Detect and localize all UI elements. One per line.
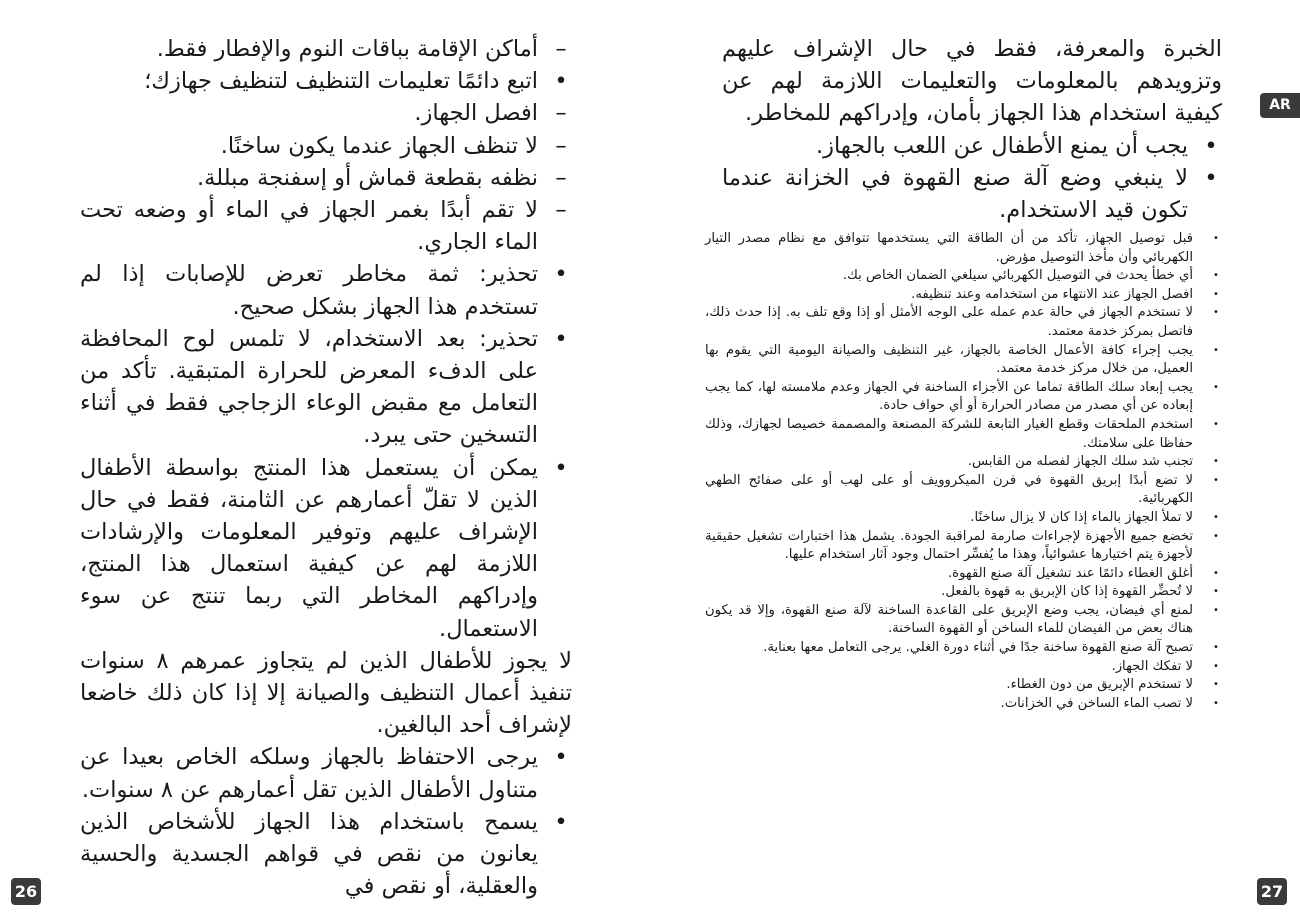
dash-icon: – [555, 164, 567, 191]
dash-icon: – [555, 132, 567, 159]
bullet-icon: • [1213, 604, 1219, 616]
bullet-icon: • [1213, 511, 1219, 523]
list-item-text: لا تملأ الجهاز بالماء إذا كان لا يزال ساخنًا. [970, 509, 1193, 525]
bullet-icon: • [554, 808, 568, 835]
list-item [705, 658, 1227, 677]
list-item-text: لا تقم أبدًا بغمر الجهاز في الماء أو وضعه تحت الماء الجاري. [80, 197, 538, 256]
bullet-icon: • [554, 261, 568, 288]
language-tab: AR [1260, 93, 1300, 118]
list-item [705, 583, 1227, 602]
list-item-text: قبل توصيل الجهاز، تأكد من أن الطاقة التي يستخدمها تتوافق مع نظام مصدر التيار الكهربائي وأن مأخذ التوصيل مؤرض. [705, 231, 1193, 265]
list-item-text: لا تنظف الجهاز عندما يكون ساخنًا. [220, 132, 538, 159]
list-item-text: يجب إجراء كافة الأعمال الخاصة بالجهاز، غير التنظيف والصيانة اليومية التي يقوم بها العميل، من خلال مركز خدمة معتمد. [705, 342, 1193, 377]
bullet-icon: • [1213, 586, 1219, 598]
bullet-icon: • [1204, 132, 1218, 159]
bullet-icon: • [554, 325, 568, 352]
bullet-icon: • [1213, 233, 1219, 244]
list-item-text: لا ينبغي وضع آلة صنع القهوة في الخزانة عندما تكون قيد الاستخدام. [722, 164, 1188, 224]
list-item-text: أي خطأ يحدث في التوصيل الكهربائي سيلغي الضمان الخاص بك. [842, 268, 1193, 284]
bullet-icon: • [554, 454, 568, 481]
list-item [705, 453, 1227, 472]
bullet-icon: • [1213, 660, 1219, 672]
bullet-icon: • [1213, 530, 1219, 542]
list-item [80, 258, 572, 322]
list-item [705, 230, 1227, 267]
list-item-text: تجنب شد سلك الجهاز لفصله من القابس. [967, 454, 1193, 470]
bullet-icon: • [1213, 307, 1219, 319]
list-item-text: لا تصب الماء الساخن في الخزانات. [1000, 695, 1193, 711]
list-item-text: استخدم الملحقات وقطع الغيار التابعة للشركة المصنعة والمصممة خصيصا لجهازك، وذلك حفاظا على سلامتك. [705, 416, 1193, 451]
bullet-icon: • [1213, 474, 1219, 486]
dash-icon: – [555, 197, 567, 224]
list-item-text: أغلق الغطاء دائمًا عند تشغيل آلة صنع القهوة. [947, 565, 1193, 581]
list-item-text: لا تستخدم الجهاز في حالة عدم عمله على الوجه الأمثل أو إذا وقع تلف به. إذا حدث ذلك، فاتصل بمركز خدمة معتمد. [705, 305, 1193, 339]
list-item-text: لا تُحضِّر القهوة إذا كان الإبريق به قهوة بالفعل. [941, 584, 1193, 600]
bullet-icon: • [1204, 164, 1218, 191]
page-number-right: 27 [1257, 878, 1287, 905]
list-item [705, 342, 1227, 379]
list-item [80, 323, 572, 452]
list-item [80, 65, 572, 97]
left-list [80, 33, 572, 902]
bullet-icon: • [1213, 567, 1219, 579]
list-item-text: يرجى الاحتفاظ بالجهاز وسلكه الخاص بعيدا عن متناول الأطفال الذين تقل أعمارهم عن ٨ سنوات. [80, 744, 538, 803]
list-item-text: لا تستخدم الإبريق من دون الغطاء. [1006, 677, 1193, 693]
list-item [705, 379, 1227, 416]
list-item [705, 267, 1227, 286]
list-item [705, 602, 1227, 639]
list-item-text: لا تفكك الجهاز. [1111, 658, 1193, 674]
list-item-text: يجب أن يمنع الأطفال عن اللعب بالجهاز. [816, 132, 1188, 159]
list-item [705, 286, 1227, 305]
list-item [80, 162, 572, 194]
list-item [705, 639, 1227, 658]
list-item [80, 645, 572, 742]
list-item [80, 33, 572, 65]
bullet-icon: • [1213, 381, 1219, 393]
list-item [705, 528, 1227, 565]
bullet-icon: • [554, 68, 568, 95]
bullet-icon: • [1213, 456, 1219, 468]
list-item-text: لا يجوز للأطفال الذين لم يتجاوز عمرهم ٨ سنوات تنفيذ أعمال التنظيف والصيانة إلا إذا كان ذلك خاضعا لإشراف أحد البالغين. [80, 647, 572, 739]
list-item-text: لا تضع أبدًا إبريق القهوة في فرن الميكروويف أو على لهب أو على صفائح الطهي الكهربائية. [705, 472, 1193, 507]
list-item [80, 194, 572, 258]
list-item-text: لمنع أي فيضان، يجب وضع الإبريق على القاعدة الساخنة لآلة صنع القهوة، وإلا قد يكون هناك بعض من الفيضان للماء الساخن أو القهوة الساخنة. [705, 602, 1193, 637]
list-item-text: اتبع دائمًا تعليمات التنظيف لتنظيف جهازك؛ [144, 68, 538, 95]
right-column-large-text [722, 33, 1222, 226]
list-item-text: يسمح باستخدام هذا الجهاز للأشخاص الذين يعانون من نقص في قواهم الجسدية والحسية والعقلية، أو نقص في [80, 808, 538, 900]
right-large-list [722, 33, 1222, 226]
list-item [80, 452, 572, 645]
list-item [722, 162, 1222, 226]
list-item [80, 130, 572, 162]
left-column [80, 33, 572, 902]
list-item-text: تصبح آلة صنع القهوة ساخنة جدًا في أثناء دورة الغلي. يرجى التعامل معها بعناية. [763, 640, 1193, 656]
dash-icon: – [555, 100, 567, 127]
bullet-icon: • [1213, 270, 1219, 282]
bullet-icon: • [1213, 679, 1219, 691]
bullet-icon: • [1213, 418, 1219, 430]
list-item-text: يجب إبعاد سلك الطاقة تماما عن الأجزاء الساخنة في الجهاز وعدم ملامسته لها، كما يجب إبعاده عن أي مصدر من مصادر الحرارة أو أي حواف حادة. [705, 379, 1193, 414]
list-item [80, 741, 572, 805]
bullet-icon: • [1213, 288, 1219, 300]
list-item [705, 509, 1227, 528]
list-item [705, 565, 1227, 584]
bullet-icon: • [1213, 344, 1219, 356]
list-item-text: تحذير: ثمة مخاطر تعرض للإصابات إذا لم تستخدم هذا الجهاز بشكل صحيح. [80, 261, 538, 320]
bullet-icon: • [1213, 697, 1219, 709]
list-item [722, 33, 1222, 130]
list-item-text: تحذير: بعد الاستخدام، لا تلمس لوح المحافظة على الدفء المعرض للحرارة المتبقية. تأكد من التعامل مع مقبض الوعاء الزجاجي فقط في أثناء التسخين حتى يبرد. [80, 325, 538, 449]
right-column-small-text [705, 230, 1227, 713]
list-item-text: نظفه بقطعة قماش أو إسفنجة مبللة. [197, 164, 538, 191]
list-item-text: الخبرة والمعرفة، فقط في حال الإشراف عليهم وتزويدهم بالمعلومات والتعليمات اللازمة لهم عن كيفية استخدام هذا الجهاز بأمان، وإدراكهم للمخاطر. [722, 36, 1222, 127]
page-number-left: 26 [11, 878, 41, 905]
list-item [80, 806, 572, 903]
bullet-icon: • [554, 744, 568, 771]
list-item [80, 97, 572, 129]
bullet-icon: • [1213, 642, 1219, 654]
list-item [722, 130, 1222, 162]
list-item [705, 416, 1227, 453]
list-item-text: تخضع جميع الأجهزة لإجراءات صارمة لمراقبة الجودة. يشمل هذا اختبارات تشغيل حقيقية لأجهزة يتم اختيارها عشوائياً، وهذا ما يُفسِّر احتمال وجود آثار استخدام عليها. [705, 528, 1193, 563]
dash-icon: – [555, 36, 567, 62]
list-item [705, 304, 1227, 341]
list-item [705, 472, 1227, 509]
list-item [705, 676, 1227, 695]
list-item-text: أماكن الإقامة بباقات النوم والإفطار فقط. [156, 36, 538, 62]
list-item-text: يمكن أن يستعمل هذا المنتج بواسطة الأطفال الذين لا تقلّ أعمارهم عن الثامنة، فقط في حال الإشراف عليهم وتوفير المعلومات والإرشادات اللازمة لهم عن كيفية استعمال هذا المنتج، وإدراكهم المخاطر التي ربما تنتج عن سوء الاستعمال. [80, 454, 538, 642]
list-item-text: افصل الجهاز عند الانتهاء من استخدامه وعند تنظيفه. [911, 286, 1193, 302]
list-item-text: افصل الجهاز. [414, 100, 538, 127]
right-small-list [705, 230, 1227, 713]
list-item [705, 695, 1227, 714]
